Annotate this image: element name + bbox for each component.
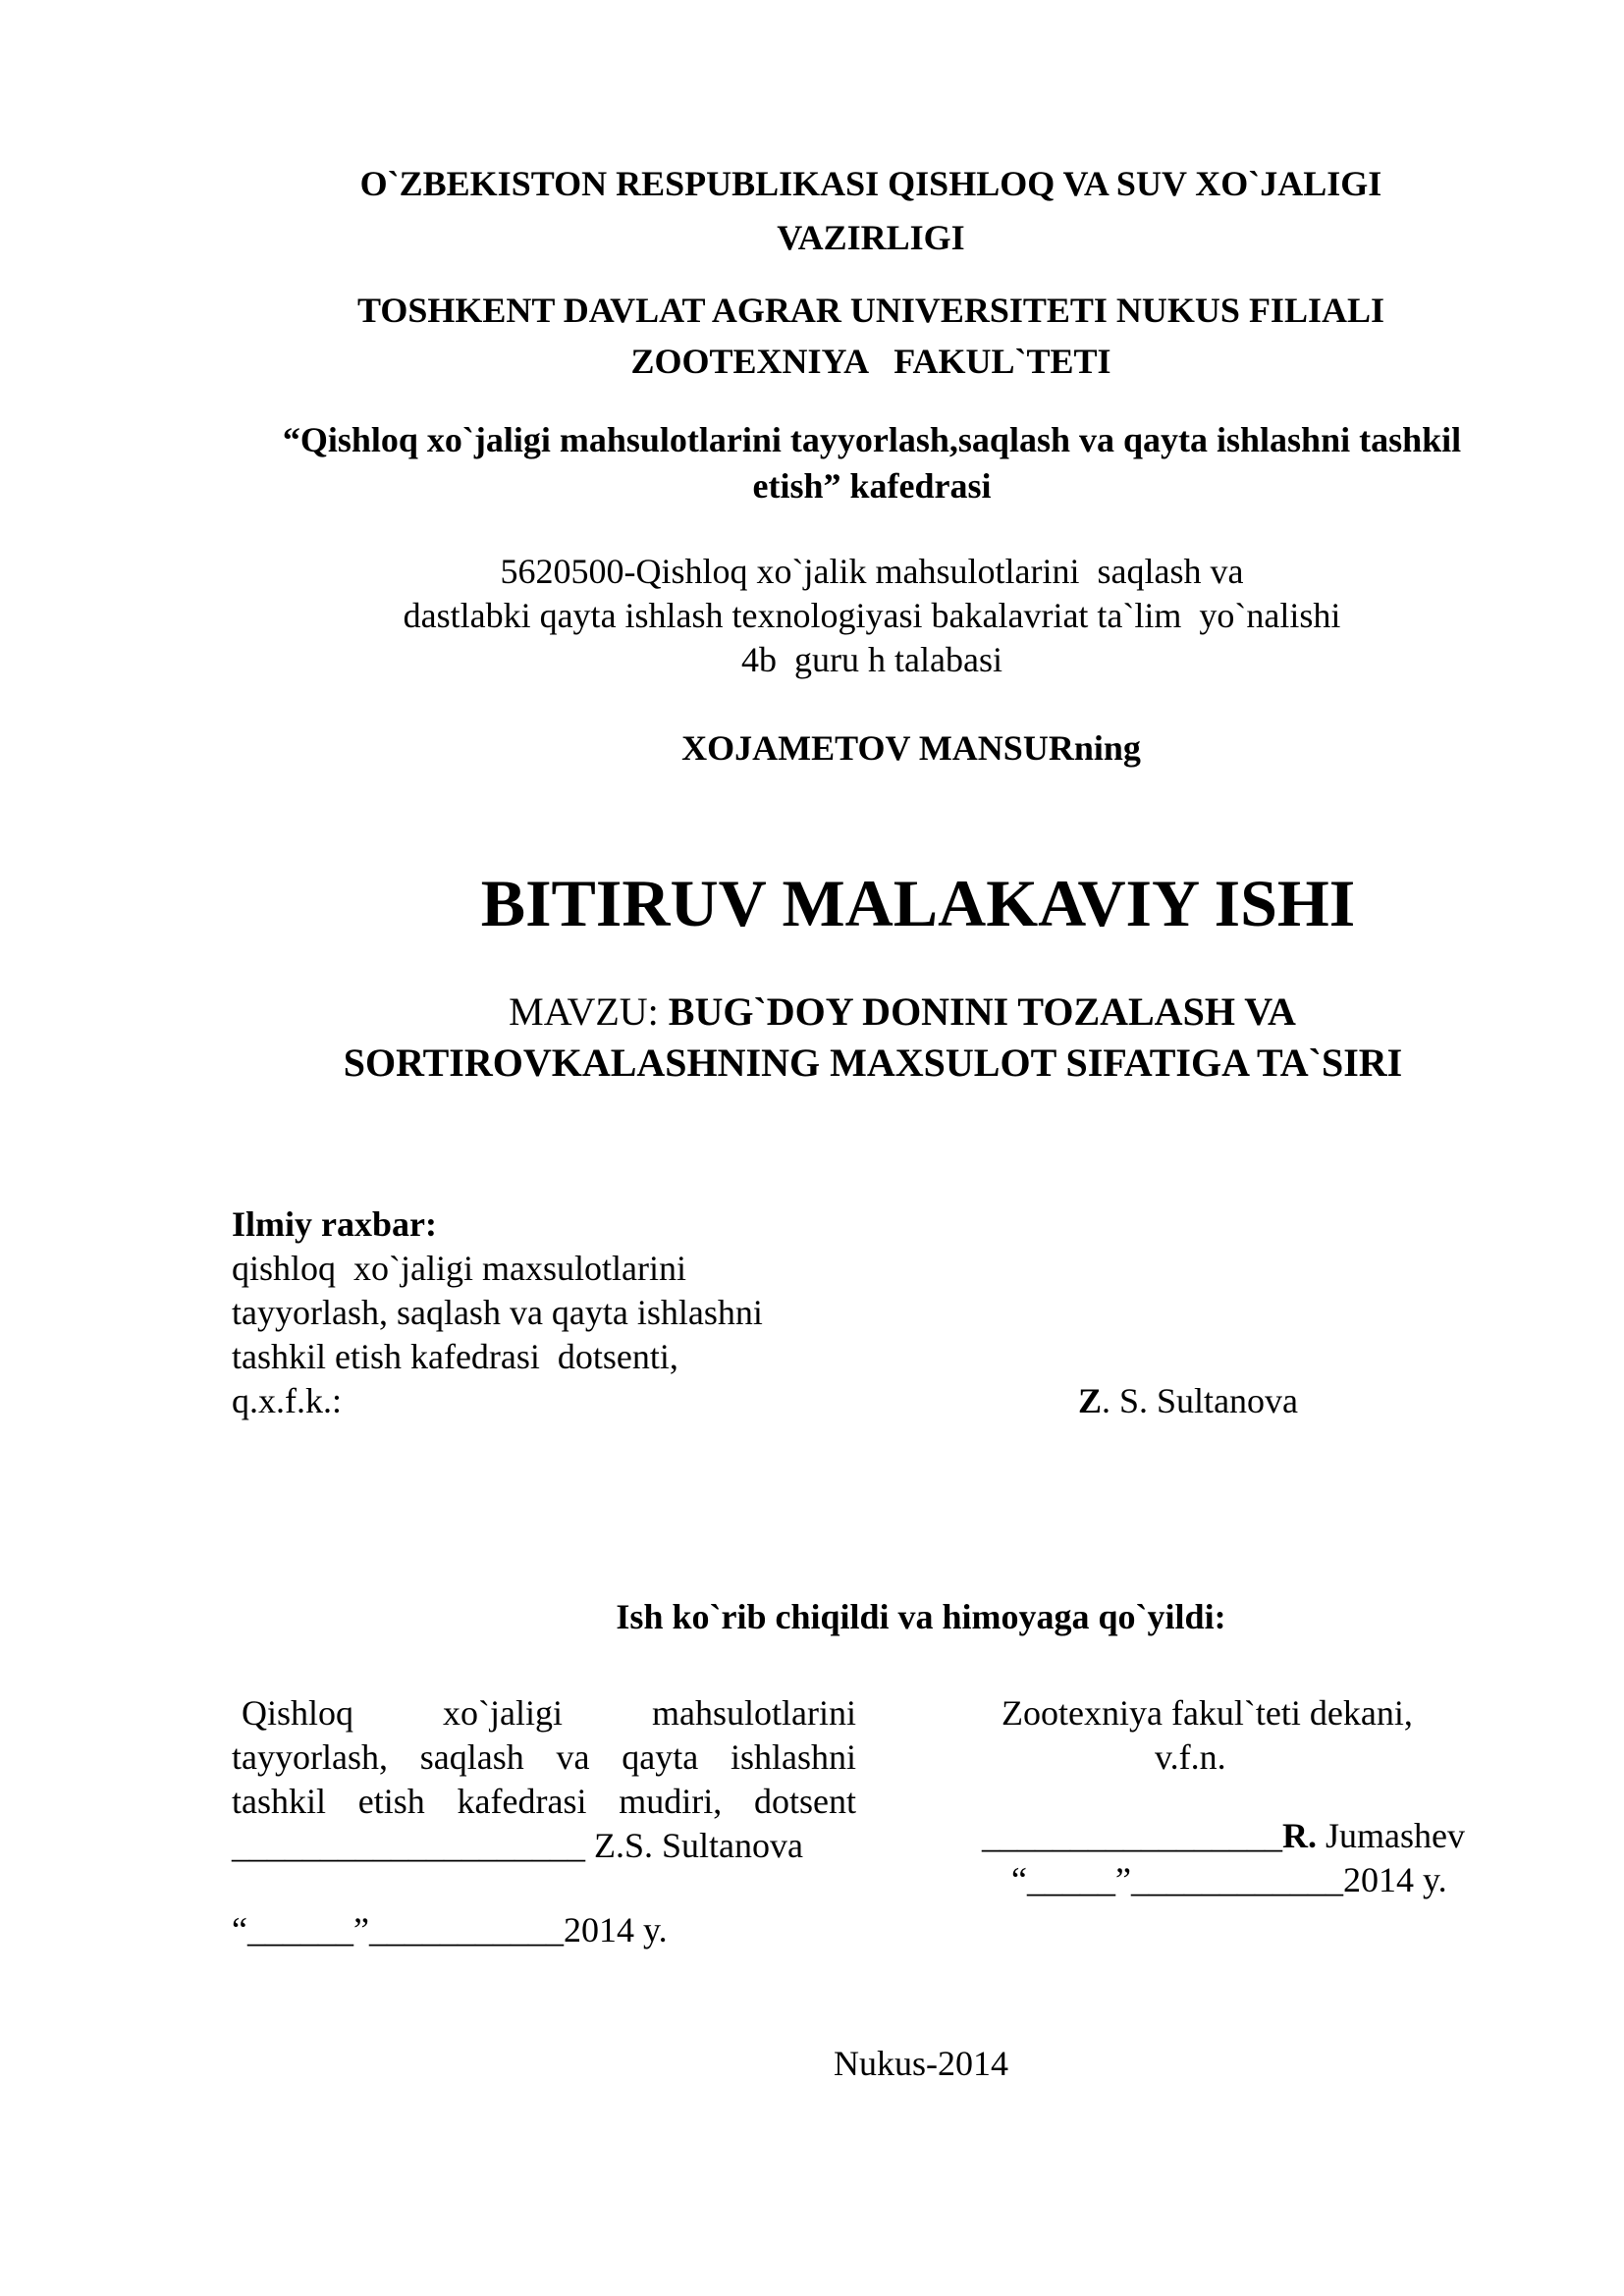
advisor-label: Ilmiy raxbar: [232, 1204, 437, 1244]
student-name: XOJAMETOV MANSURning [681, 728, 1141, 768]
topic-text-line2: SORTIROVKALASHNING MAXSULOT SIFATIGA TA`SIRI [343, 1041, 1403, 1085]
dean-signature-line: _________________ [982, 1816, 1282, 1855]
advisor-degree: q.x.f.k.: [232, 1381, 342, 1420]
department-head-signature: ____________________ Z.S. Sultanova [232, 1826, 803, 1865]
advisor-position-line1: qishloq xo`jaligi maxsulotlarini [232, 1249, 686, 1288]
department-head-line3: tashkil etish kafedrasi mudiri, dotsent [232, 1782, 856, 1821]
faculty-heading: ZOOTEXNIYA FAKUL`TETI [630, 342, 1111, 381]
dean-title: Zootexniya fakul`teti dekani, [1001, 1693, 1413, 1733]
department-head-line1: Qishloq xo`jaligi mahsulotlarini [242, 1693, 856, 1733]
department-heading-line1: “Qishloq xo`jaligi mahsulotlarini tayyorlash,saqlash va qayta ishlashni tashkil [282, 420, 1462, 459]
advisor-name [1078, 1379, 1298, 1423]
ministry-heading-line1: O`ZBEKISTON RESPUBLIKASI QISHLOQ VA SUV XO`JALIGI [359, 164, 1382, 203]
topic-prefix: MAVZU: [509, 989, 669, 1034]
university-heading-line1: TOSHKENT DAVLAT AGRAR UNIVERSITETI NUKUS FILIALI [357, 291, 1384, 330]
advisor-position-line3: tashkil etish kafedrasi dotsenti, [232, 1337, 678, 1376]
university-heading [0, 285, 1624, 387]
work-title: BITIRUV MALAKAVIY ISHI [480, 866, 1356, 940]
dean-signature-block [982, 1691, 1473, 1899]
study-direction [0, 550, 1624, 682]
department-heading [0, 417, 1624, 509]
dean-initial: R. [1282, 1816, 1317, 1855]
dean-date: “_____”____________2014 y. [1011, 1860, 1447, 1899]
dean-degree: v.f.n. [1155, 1737, 1226, 1777]
dean-signature [982, 1814, 1465, 1858]
study-direction-line1: 5620500-Qishloq xo`jalik mahsulotlarini saqlash va [500, 552, 1244, 591]
topic-text-line1: BUG`DOY DONINI TOZALASH VA [668, 989, 1296, 1034]
approval-heading: Ish ko`rib chiqildi va himoyaga qo`yildi: [616, 1597, 1226, 1636]
ministry-heading [0, 157, 1624, 265]
department-head-line2: tayyorlash, saqlash va qayta ishlashni [232, 1737, 856, 1777]
advisor-name-initial: Z [1078, 1381, 1103, 1420]
department-head-date: “______”___________2014 y. [232, 1910, 668, 1949]
scientific-advisor [232, 1202, 763, 1423]
department-heading-line2: etish” kafedrasi [752, 466, 992, 506]
place-year: Nukus-2014 [834, 2044, 1008, 2083]
study-direction-line3: 4b guru h talabasi [741, 640, 1002, 679]
topic-line1 [0, 987, 1624, 1038]
advisor-position-line2: tayyorlash, saqlash va qayta ishlashni [232, 1293, 763, 1332]
ministry-heading-line2: VAZIRLIGI [777, 218, 965, 257]
advisor-name-rest: . S. Sultanova [1102, 1381, 1299, 1420]
dean-name: Jumashev [1317, 1816, 1465, 1855]
study-direction-line2: dastlabki qayta ishlash texnologiyasi bakalavriat ta`lim yo`nalishi [403, 596, 1341, 635]
department-head-signature-block [232, 1691, 856, 1868]
topic [0, 987, 1624, 1089]
